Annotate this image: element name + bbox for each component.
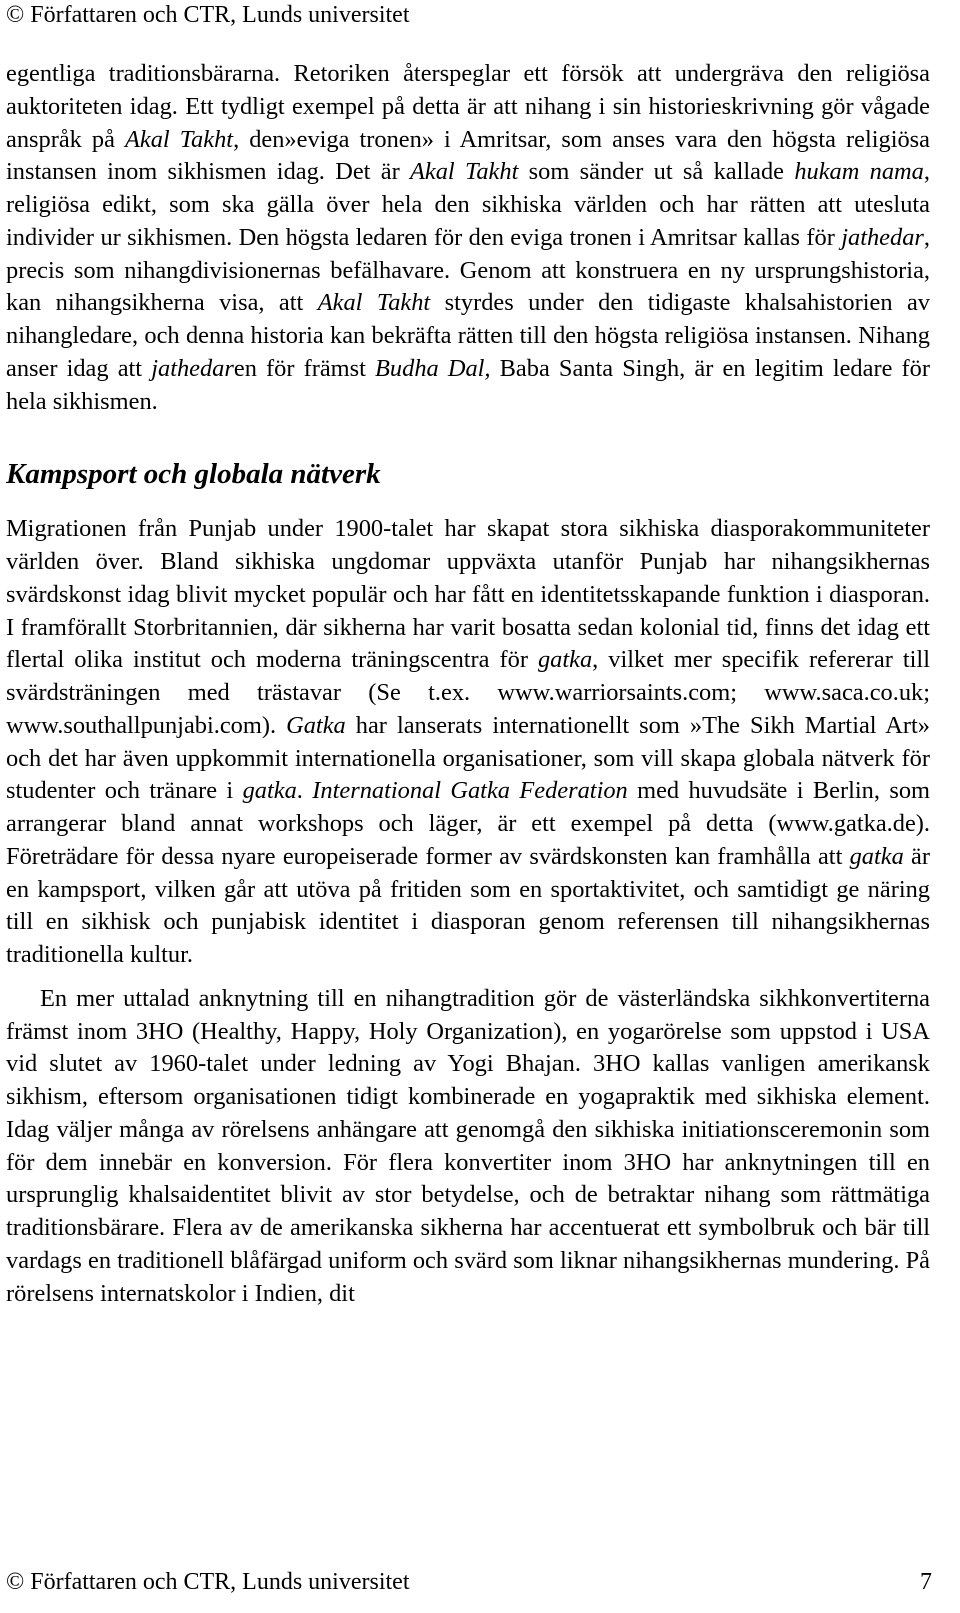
italic-term: hukam nama	[794, 158, 924, 186]
text-run: har lanserats internationellt som »The Sikh Martial Art» och det har även uppkommit internationella organisationer, som vill skapa globala nätverk för studenter och tränare i	[6, 711, 930, 805]
text-run: , precis som nihangdivisionernas befälhavare. Genom att konstruera en ny ursprungshistoria, kan nihangsikherna visa, att	[6, 223, 930, 317]
paragraph-2	[6, 513, 930, 972]
footer-copyright: © Författaren och CTR, Lunds universitet	[6, 1569, 410, 1595]
text-run: , religiösa edikt, som ska gälla över hela den sikhiska världen och har rätten att utesluta individer ur sikhismen. Den högsta ledaren för den eviga tronen i Amritsar kallas för	[6, 158, 930, 251]
italic-term: gatka	[537, 646, 593, 674]
italic-term: gatka	[849, 842, 904, 870]
italic-term: International Gatka Federation	[312, 777, 628, 805]
italic-term: Akal Takht	[124, 125, 234, 153]
italic-term: jathedar	[151, 354, 234, 382]
text-run: som sänder ut så kallade	[518, 158, 795, 186]
page-number: 7	[920, 1569, 932, 1595]
italic-term: jathedar	[841, 223, 924, 251]
text-run: , den»eviga tronen» i Amritsar, som anses vara den högsta religiösa instansen inom sikhismen idag. Det är	[6, 125, 930, 186]
text-run: Baba Santa Singh, är en legitim ledare för hela sikhismen.	[6, 354, 930, 415]
paragraph-3	[6, 983, 930, 1311]
text-run: , vilket mer specifik refererar till svärdsträningen med trästavar (Se t.ex. www.warriorsaints.com; www.saca.co.uk; www.southallpunjabi.com).	[6, 646, 930, 739]
text-run: styrdes under den tidigaste khalsahistorien av nihangledare, och denna historia kan bekräfta rätten till den högsta religiösa instansen. Nihang anser idag att	[6, 289, 930, 382]
text-run: är en kampsport, vilken går att utöva på fritiden som en sportaktivitet, och samtidigt ge näring till en sikhisk och punjabisk identitet i diasporan genom referensen till nihangsikhernas traditionella kultur.	[6, 842, 931, 968]
text-run: egentliga traditionsbärarna. Retoriken återspeglar ett försök att undergräva den religiösa auktoriteten idag. Ett tydligt exempel på detta är att nihang i sin historieskrivning gör vågade anspråk på	[6, 60, 930, 153]
text-run: Migrationen från Punjab under 1900-talet har skapat stora sikhiska diasporakommuniteter världen över. Bland sikhiska ungdomar uppväxta utanför Punjab har nihangsikhernas svärdskonst idag blivit mycket populär och har fått en identitetsskapande funktion i diasporan. I framförallt Storbritannien, där sikherna har varit bosatta sedan kolonial tid, finns det idag ett flertal olika institut och moderna träningscentra för	[6, 515, 930, 674]
page-body	[6, 58, 930, 1310]
italic-term: Budha Dal,	[375, 354, 491, 382]
italic-term: Akal Takht	[410, 158, 519, 186]
running-header: © Författaren och CTR, Lunds universitet	[6, 2, 410, 28]
paragraph-1	[6, 58, 930, 418]
section-heading: Kampsport och globala nätverk	[6, 458, 381, 491]
text-run: En mer uttalad anknytning till en nihangtradition gör de västerländska sikhkonvertiterna främst inom 3HO (Healthy, Happy, Holy Organization), en yogarörelse som uppstod i USA vid slutet av 1960-talet under ledning av Yogi Bhajan. 3HO kallas vanligen amerikansk sikhism, eftersom organisationen tidigt kombinerade en yogapraktik med sikhiska element. Idag väljer många av rörelsens anhängare att genomgå den sikhiska initiationsceremonin som för dem innebär en konversion. För flera konvertiter inom 3HO har anknytningen till en ursprunglig khalsaidentitet blivit av stor betydelse, och de betraktar nihang som rättmätiga traditionsbärare. Flera av de amerikanska sikherna har accentuerat ett symbolbruk och bär till vardags en traditionell blåfärgad uniform och svärd som liknar nihangsikhernas mundering. På rörelsens internatskolor i Indien, dit	[6, 984, 930, 1307]
text-run: en för främst	[233, 354, 376, 382]
paragraph-gap	[6, 972, 930, 983]
italic-term: Gatka	[286, 711, 346, 739]
text-run: .	[296, 777, 313, 805]
text-run: med huvudsäte i Berlin, som arrangerar bland annat workshops och läger, är ett exempel på detta (www.gatka.de). Företrädare för dessa nyare europeiserade former av svärdskonsten kan framhålla att	[6, 777, 930, 870]
running-footer	[6, 1567, 932, 1597]
italic-term: gatka	[242, 777, 297, 805]
italic-term: Akal Takht	[317, 289, 431, 317]
